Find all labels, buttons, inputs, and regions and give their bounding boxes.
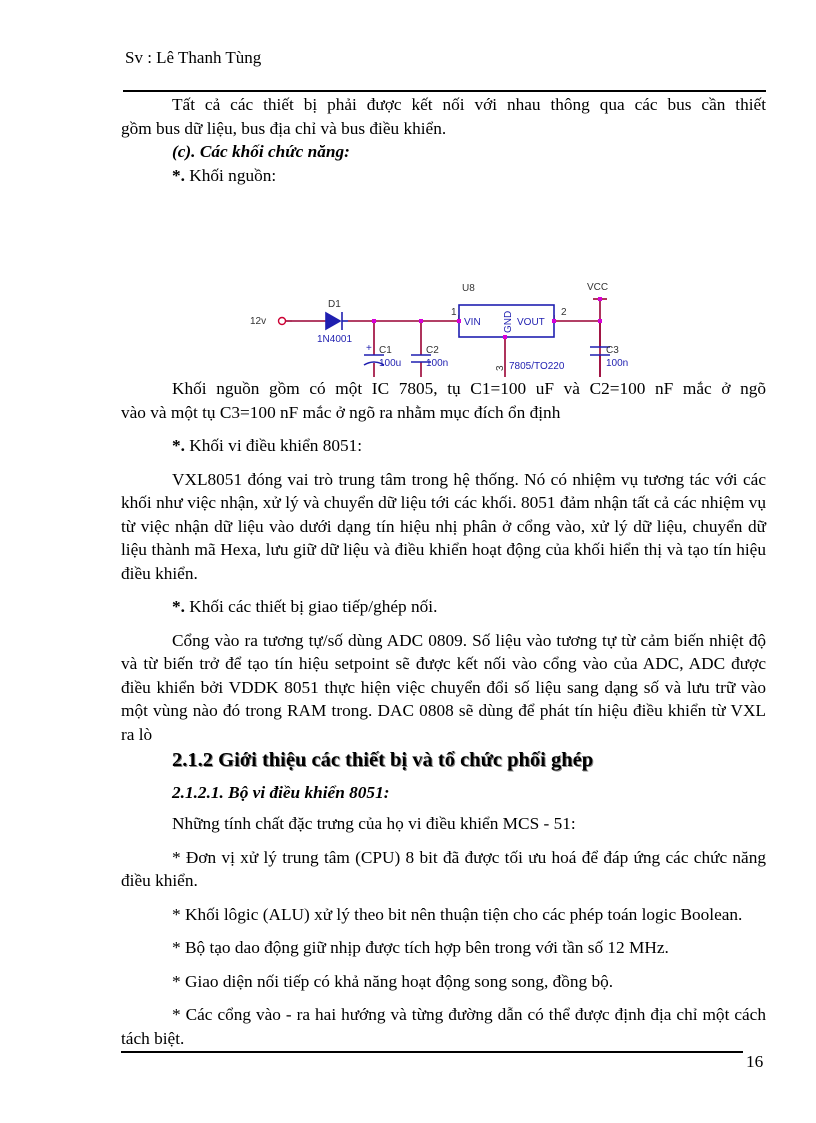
label-7805: 7805/TO220 [509,361,565,372]
feature-cpu: * Đơn vị xử lý trung tâm (CPU) 8 bit đã được tối ưu hoá để đáp ứng các chức năng điều khiển. [121,847,766,890]
page-header: Sv : Lê Thanh Tùng [125,48,262,67]
power-block-marker: *. [172,165,185,185]
functional-blocks-heading: (c). Các khối chức năng: [172,142,350,161]
label-pin3: 3 [495,365,506,371]
document-body [121,93,766,1050]
footer-rule [121,1051,743,1053]
label-c1: C1 [379,345,392,356]
feature-serial: * Giao diện nối tiếp có khả năng hoạt động song song, đồng bộ. [172,971,614,991]
label-vcc: VCC [587,282,609,293]
input-terminals [279,318,286,378]
power-desc-line2: vào và một tụ C3=100 nF mắc ở ngõ ra nhằm mục đích ổn định [121,402,561,422]
label-vin: VIN [464,317,481,328]
interface-desc: Cổng vào ra tương tự/số dùng ADC 0809. Số liệu vào tương tự từ cảm biến nhiệt độ và từ biến trở để tạo tín hiệu setpoint sẽ được kết nối vào cổng vào của ADC, ADC được điều khiển bởi VDDK 8051 thực hiện việc chuyển đổi số liệu sang dạng số và lưu trữ vào một vùng nào đó trong RAM trong. DAC 0808 sẽ dùng để phát tín hiệu điều khiển từ VXL ra lò [121,630,766,744]
label-u8: U8 [462,283,475,294]
label-d1: D1 [328,299,341,310]
label-c2-value: 100n [426,358,449,369]
label-c2: C2 [426,345,439,356]
features-intro: Những tính chất đặc trưng của họ vi điều khiển MCS - 51: [172,814,576,833]
diode-d1 [326,312,348,330]
header-rule [123,90,766,92]
page-number: 16 [746,1052,764,1071]
section-heading: 2.1.2 Giới thiệu các thiết bị và tổ chức phối ghép [172,749,594,771]
subsection-heading: 2.1.2.1. Bộ vi điều khiển 8051: [172,782,390,802]
feature-ports: * Các cổng vào - ra hai hướng và từng đường dẫn có thể được định địa chỉ một cách tách biệt. [121,1005,766,1048]
label-1n4001: 1N4001 [317,334,353,345]
label-c3: C3 [606,345,619,356]
label-c1-plus: + [366,343,372,354]
power-block-heading [121,164,766,188]
mcu-block-marker: *. [172,436,185,455]
label-pin2: 2 [561,307,567,318]
label-c3-value: 100n [606,358,629,369]
label-vout: VOUT [517,317,545,328]
power-supply-schematic [121,187,766,377]
interface-block-label: Khối các thiết bị giao tiếp/ghép nối. [184,597,438,616]
feature-alu: * Khối lôgic (ALU) xử lý theo bit nên thuận tiện cho các phép toán logic Boolean. [172,904,743,924]
interface-block-heading [121,595,766,619]
power-desc-line1: Khối nguồn gồm có một IC 7805, tụ C1=100 uF và C2=100 nF mắc ở ngõ [172,379,766,398]
label-pin1: 1 [451,307,457,318]
label-12v: 12v [250,316,267,327]
label-c1-value: 100u [379,358,402,369]
mcu-block-label: Khối vi điều khiển 8051: [184,436,363,455]
schematic-svg [121,187,766,377]
feature-oscillator: * Bộ tạo dao động giữ nhịp được tích hợp bên trong với tần số 12 MHz. [172,938,669,957]
mcu-block-heading [121,434,766,458]
mcu-desc: VXL8051 đóng vai trò trung tâm trong hệ thống. Nó có nhiệm vụ tương tác với các khối như việc nhận, xử lý và chuyển dữ liệu tới các khối. 8051 đảm nhận tất cả các nhiệm vụ từ việc nhận dữ liệu vào dưới dạng tín hiệu nhị phân ở cổng vào, xử lý dữ liệu, chuyển dữ liệu thành mã Hexa, lưu giữ dữ liệu và điều khiển hoạt động của khối hiển thị và tạo tín hiệu điều khiển. [121,469,766,583]
bus-intro-line2: gồm bus dữ liệu, bus địa chỉ và bus điều khiển. [121,118,447,138]
interface-block-marker: *. [172,597,185,616]
bus-intro-line1: Tất cả các thiết bị phải được kết nối với nhau thông qua các bus cần thiết [172,95,766,114]
power-block-label: Khối nguồn: [184,165,277,185]
terminal-12v [279,318,286,325]
label-gnd: GND [503,310,514,333]
